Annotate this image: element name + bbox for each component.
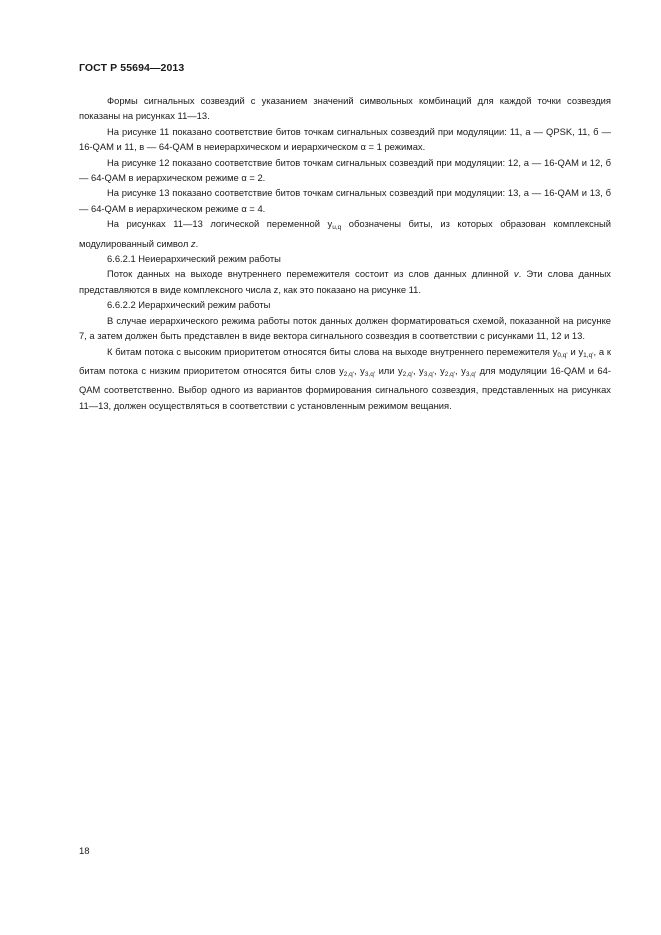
- text: , y: [455, 364, 466, 376]
- paragraph: [79, 216, 611, 251]
- text: , y: [434, 364, 445, 376]
- subscript: 1,q': [583, 351, 594, 359]
- text: Поток данных на выходе внутреннего перемежителя состоит из слов данных длинной: [107, 268, 514, 280]
- subscript: 3,q': [364, 370, 376, 378]
- subscript: 3,q': [465, 370, 477, 378]
- paragraph: [79, 266, 611, 297]
- text: для модуляции 16-QAM и 64-QAM соответственно. Выбор одного из вариантов формирования сигнального созвездия, представленных на рисунках 11—13, должен осуществляться в соответствии с установленным режимом вещания.: [79, 364, 611, 411]
- document-header: ГОСТ Р 55694—2013: [79, 62, 185, 74]
- paragraph: [79, 344, 611, 414]
- text: .: [195, 237, 199, 249]
- text: и y: [567, 345, 584, 357]
- paragraph: На рисунке 13 показано соответствие битов точкам сигнальных созвездий при модуляции: 13, а — 16-QAM и 13, б — 64-QAM в иерархическом режиме α = 4.: [79, 187, 611, 214]
- paragraph: На рисунке 11 показано соответствие битов точкам сигнальных созвездий при модуляции: 11, а — QPSK, 11, б — 16-QAM и 11, в — 64-QAM в неиерархическом и иерархическом α = 1 режимах.: [79, 125, 611, 153]
- text: , а к битам потока с низким приоритетом относятся биты слов y: [79, 345, 611, 376]
- subscript: 3,q': [423, 370, 434, 378]
- paragraph: На рисунке 12 показано соответствие битов точкам сигнальных созвездий при модуляции: 12, а — 16-QAM и 12, б — 64-QAM в иерархическом режиме α = 2.: [79, 156, 611, 184]
- subscript: 2,q': [343, 370, 355, 378]
- symbol-z: z: [190, 237, 196, 249]
- page-number: 18: [79, 846, 90, 857]
- paragraph: Формы сигнальных созвездий с указанием значений символьных комбинаций для каждой точки созвездия показаны на рисунках 11—13.: [79, 95, 611, 122]
- text: На рисунках 11—13 логической переменной y: [107, 218, 333, 230]
- section-heading: 6.6.2.2 Иерархический режим работы: [107, 299, 271, 311]
- subscript: 2,q': [402, 370, 413, 378]
- text: , y: [412, 364, 424, 376]
- subscript: u,q: [332, 224, 342, 232]
- symbol-v: v: [513, 268, 519, 280]
- text: , y: [354, 364, 365, 376]
- paragraph: В случае иерархического режима работы поток данных должен форматироваться схемой, показанной на рисунке 7, а затем должен быть представлен в виде вектора сигнального созвездия в соответствии с рисунками 11, 12 и 13.: [79, 314, 611, 342]
- text: обозначены биты, из которых образован комплексный модулированный символ: [79, 218, 612, 249]
- subscript: 2,q': [444, 370, 456, 378]
- section-heading: 6.6.2.1 Неиерархический режим работы: [107, 253, 281, 265]
- text: . Эти слова данных представляются в виде комплексного числа z, как это показано на рисунке 11.: [79, 268, 611, 295]
- text: или y: [375, 364, 403, 376]
- text: К битам потока с высоким приоритетом относятся биты слова на выходе внутреннего перемежителя y: [107, 345, 558, 357]
- document-body: [79, 93, 611, 413]
- subscript: 0,q': [557, 351, 568, 359]
